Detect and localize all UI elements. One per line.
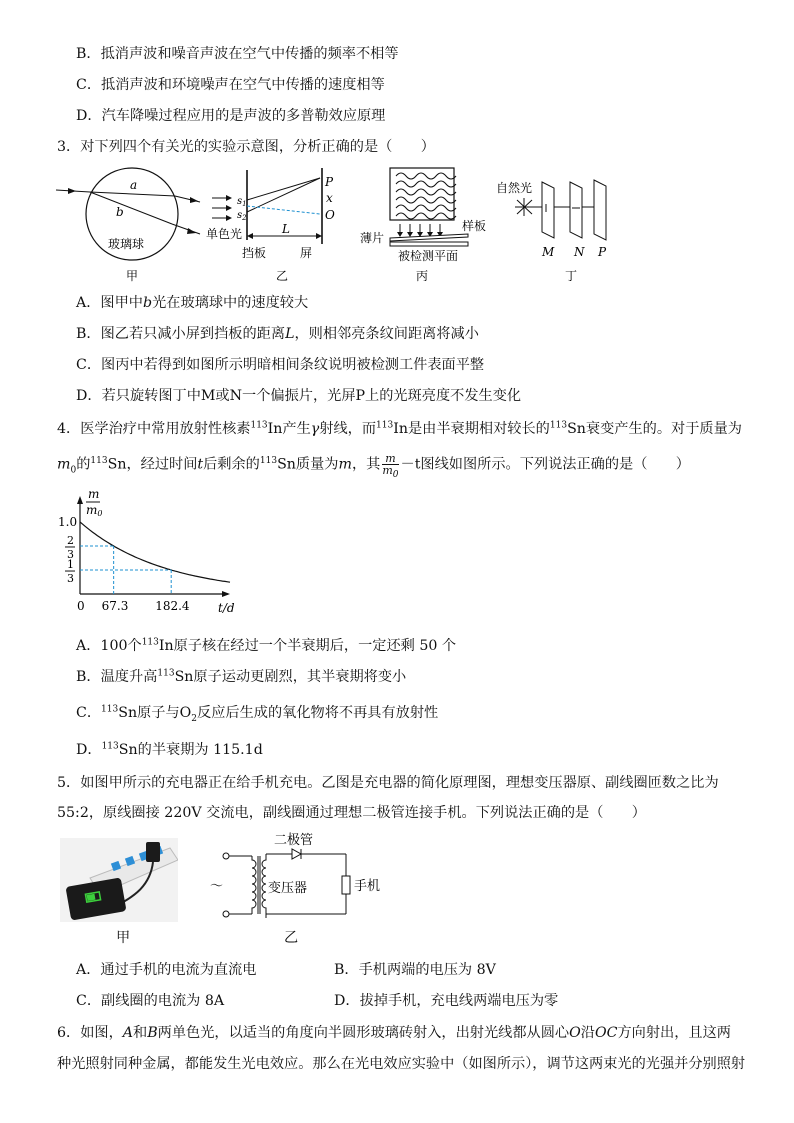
y-tick-2-3-den: 3 <box>67 547 74 561</box>
q5-option-c: C．副线圈的电流为 8A <box>76 993 225 1009</box>
ac-source-symbol: ～ <box>210 879 224 894</box>
screen-label: 屏 <box>300 246 313 260</box>
fig-yi-double-slit <box>206 168 335 283</box>
q3-option-d: D．若只旋转图丁中M或N一个偏振片，光屏P上的光斑亮度不发生变化 <box>76 388 522 404</box>
q3-figures <box>50 164 610 286</box>
polarizer-n-label: N <box>574 245 585 259</box>
x-tick-182-4: 182.4 <box>155 599 190 613</box>
fig-jia-glass-ball <box>56 168 200 283</box>
slit-s2-label: $s_2$ <box>237 210 247 222</box>
ray-a-label: a <box>130 178 138 192</box>
charger-photo <box>60 838 178 922</box>
y-axis-label-m0: m0 <box>86 503 103 518</box>
q4-stem-line1: 4．医学治疗中常用放射性核素$^{113}$In产生γ射线，而$^{113}$In是由半衰期相对较长的$^{113}$Sn衰变产生的。对于质量为 <box>57 420 742 437</box>
q5-option-b: B．手机两端的电压为 8V <box>334 962 496 978</box>
sample-plate-label: 样板 <box>462 219 487 233</box>
y-tick-1-3-den: 3 <box>67 572 74 586</box>
slit-s1-label: $s_1$ <box>237 196 247 208</box>
q5-circuit-diagram <box>200 830 400 926</box>
q3-stem: 3．对下列四个有关光的实验示意图，分析正确的是（ ） <box>57 139 435 155</box>
y-tick-2-3-num: 2 <box>67 533 74 547</box>
q3-option-c: C．图丙中若得到如图所示明暗相间条纹说明被检测工件表面平整 <box>76 357 485 373</box>
q6-stem-line2: 种光照射同种金属，都能发生光电效应。那么在光电效应实验中（如图所示），调节这两束光的光强并分别照射 <box>57 1056 746 1072</box>
monochromatic-light-label: 单色光 <box>206 227 243 241</box>
phone-label: 手机 <box>354 879 381 894</box>
q3-option-b: B．图乙若只减小屏到挡板的距离L，则相邻亮条纹间距离将减小 <box>76 326 479 342</box>
y-tick-1-3-num: 1 <box>67 558 74 572</box>
q3-option-a: A．图甲中b光在玻璃球中的速度较大 <box>76 295 309 311</box>
diode-label: 二极管 <box>274 833 314 848</box>
y-tick-1-0: 1.0 <box>58 515 78 529</box>
screen-p-label: P <box>598 245 607 259</box>
q4-option-a: A．100个$^{113}$In原子核在经过一个半衰期后，一定还剩 50 个 <box>76 637 457 654</box>
decay-curve <box>80 522 230 582</box>
distance-l-label: L <box>282 222 290 236</box>
decay-chart <box>50 486 240 626</box>
natural-light-label: 自然光 <box>496 181 533 195</box>
ray-b-label: b <box>116 205 124 219</box>
q6-stem-line1: 6．如图，A和B两单色光，以适当的角度向半圆形玻璃砖射入，出射光线都从圆心O沿OC方向射出，且这两 <box>57 1025 731 1041</box>
fig-ding-polarizers <box>496 180 607 283</box>
q5-stem-line2: 55:2，原线圈接 220V 交流电，副线圈通过理想二极管连接手机。下列说法正确的是（ ） <box>57 805 646 821</box>
q2-option-c: C．抵消声波和环境噪声在空气中传播的速度相等 <box>76 77 385 93</box>
distance-x-label: x <box>326 191 333 205</box>
x-axis-label: t/d <box>218 601 235 615</box>
fig-ding-caption: 丁 <box>565 269 578 283</box>
q5-option-a: A．通过手机的电流为直流电 <box>76 962 257 978</box>
thin-sheet-label: 薄片 <box>360 231 385 245</box>
q5-option-d: D．拔掉手机，充电线两端电压为零 <box>334 993 559 1009</box>
fig-bing-thin-film <box>360 168 486 283</box>
fig-bing-caption: 丙 <box>416 269 429 283</box>
q5-circuit-caption: 乙 <box>284 930 299 946</box>
q5-photo-caption: 甲 <box>116 930 131 946</box>
fig-jia-caption: 甲 <box>126 269 139 283</box>
glass-ball-label: 玻璃球 <box>108 237 145 251</box>
x-tick-0: 0 <box>77 599 85 613</box>
point-p-label: P <box>325 175 334 189</box>
plate-label: 挡板 <box>242 246 267 260</box>
q2-option-b: B．抵消声波和噪音声波在空气中传播的频率不相等 <box>76 46 399 62</box>
q4-option-d: D．$^{113}$Sn的半衰期为 115.1d <box>76 741 263 758</box>
q4-option-b: B．温度升高$^{113}$Sn原子运动更剧烈，其半衰期将变小 <box>76 668 407 685</box>
x-tick-67-3: 67.3 <box>101 599 129 613</box>
y-axis-label-m: m <box>88 487 100 501</box>
q4-option-c: C．$^{113}$Sn原子与$O_2$反应后生成的氧化物将不再具有放射性 <box>76 704 439 724</box>
q4-stem-line2: $m_0$的$^{113}$Sn，经过时间t后剩余的$^{113}$Sn质量为m，其 $\frac{m}{m_0}$ －t图线如图所示。下列说法正确的是（ ） <box>57 452 690 481</box>
transformer-label: 变压器 <box>268 881 308 896</box>
point-o-label: O <box>325 208 335 222</box>
q2-option-d: D．汽车降噪过程应用的是声波的多普勒效应原理 <box>76 108 386 124</box>
fig-yi-caption: 乙 <box>276 269 289 283</box>
test-plane-label: 被检测平面 <box>398 249 459 263</box>
polarizer-m-label: M <box>542 245 555 259</box>
q5-stem-line1: 5．如图甲所示的充电器正在给手机充电。乙图是充电器的简化原理图，理想变压器原、副线圈匝数之比为 <box>57 775 719 791</box>
